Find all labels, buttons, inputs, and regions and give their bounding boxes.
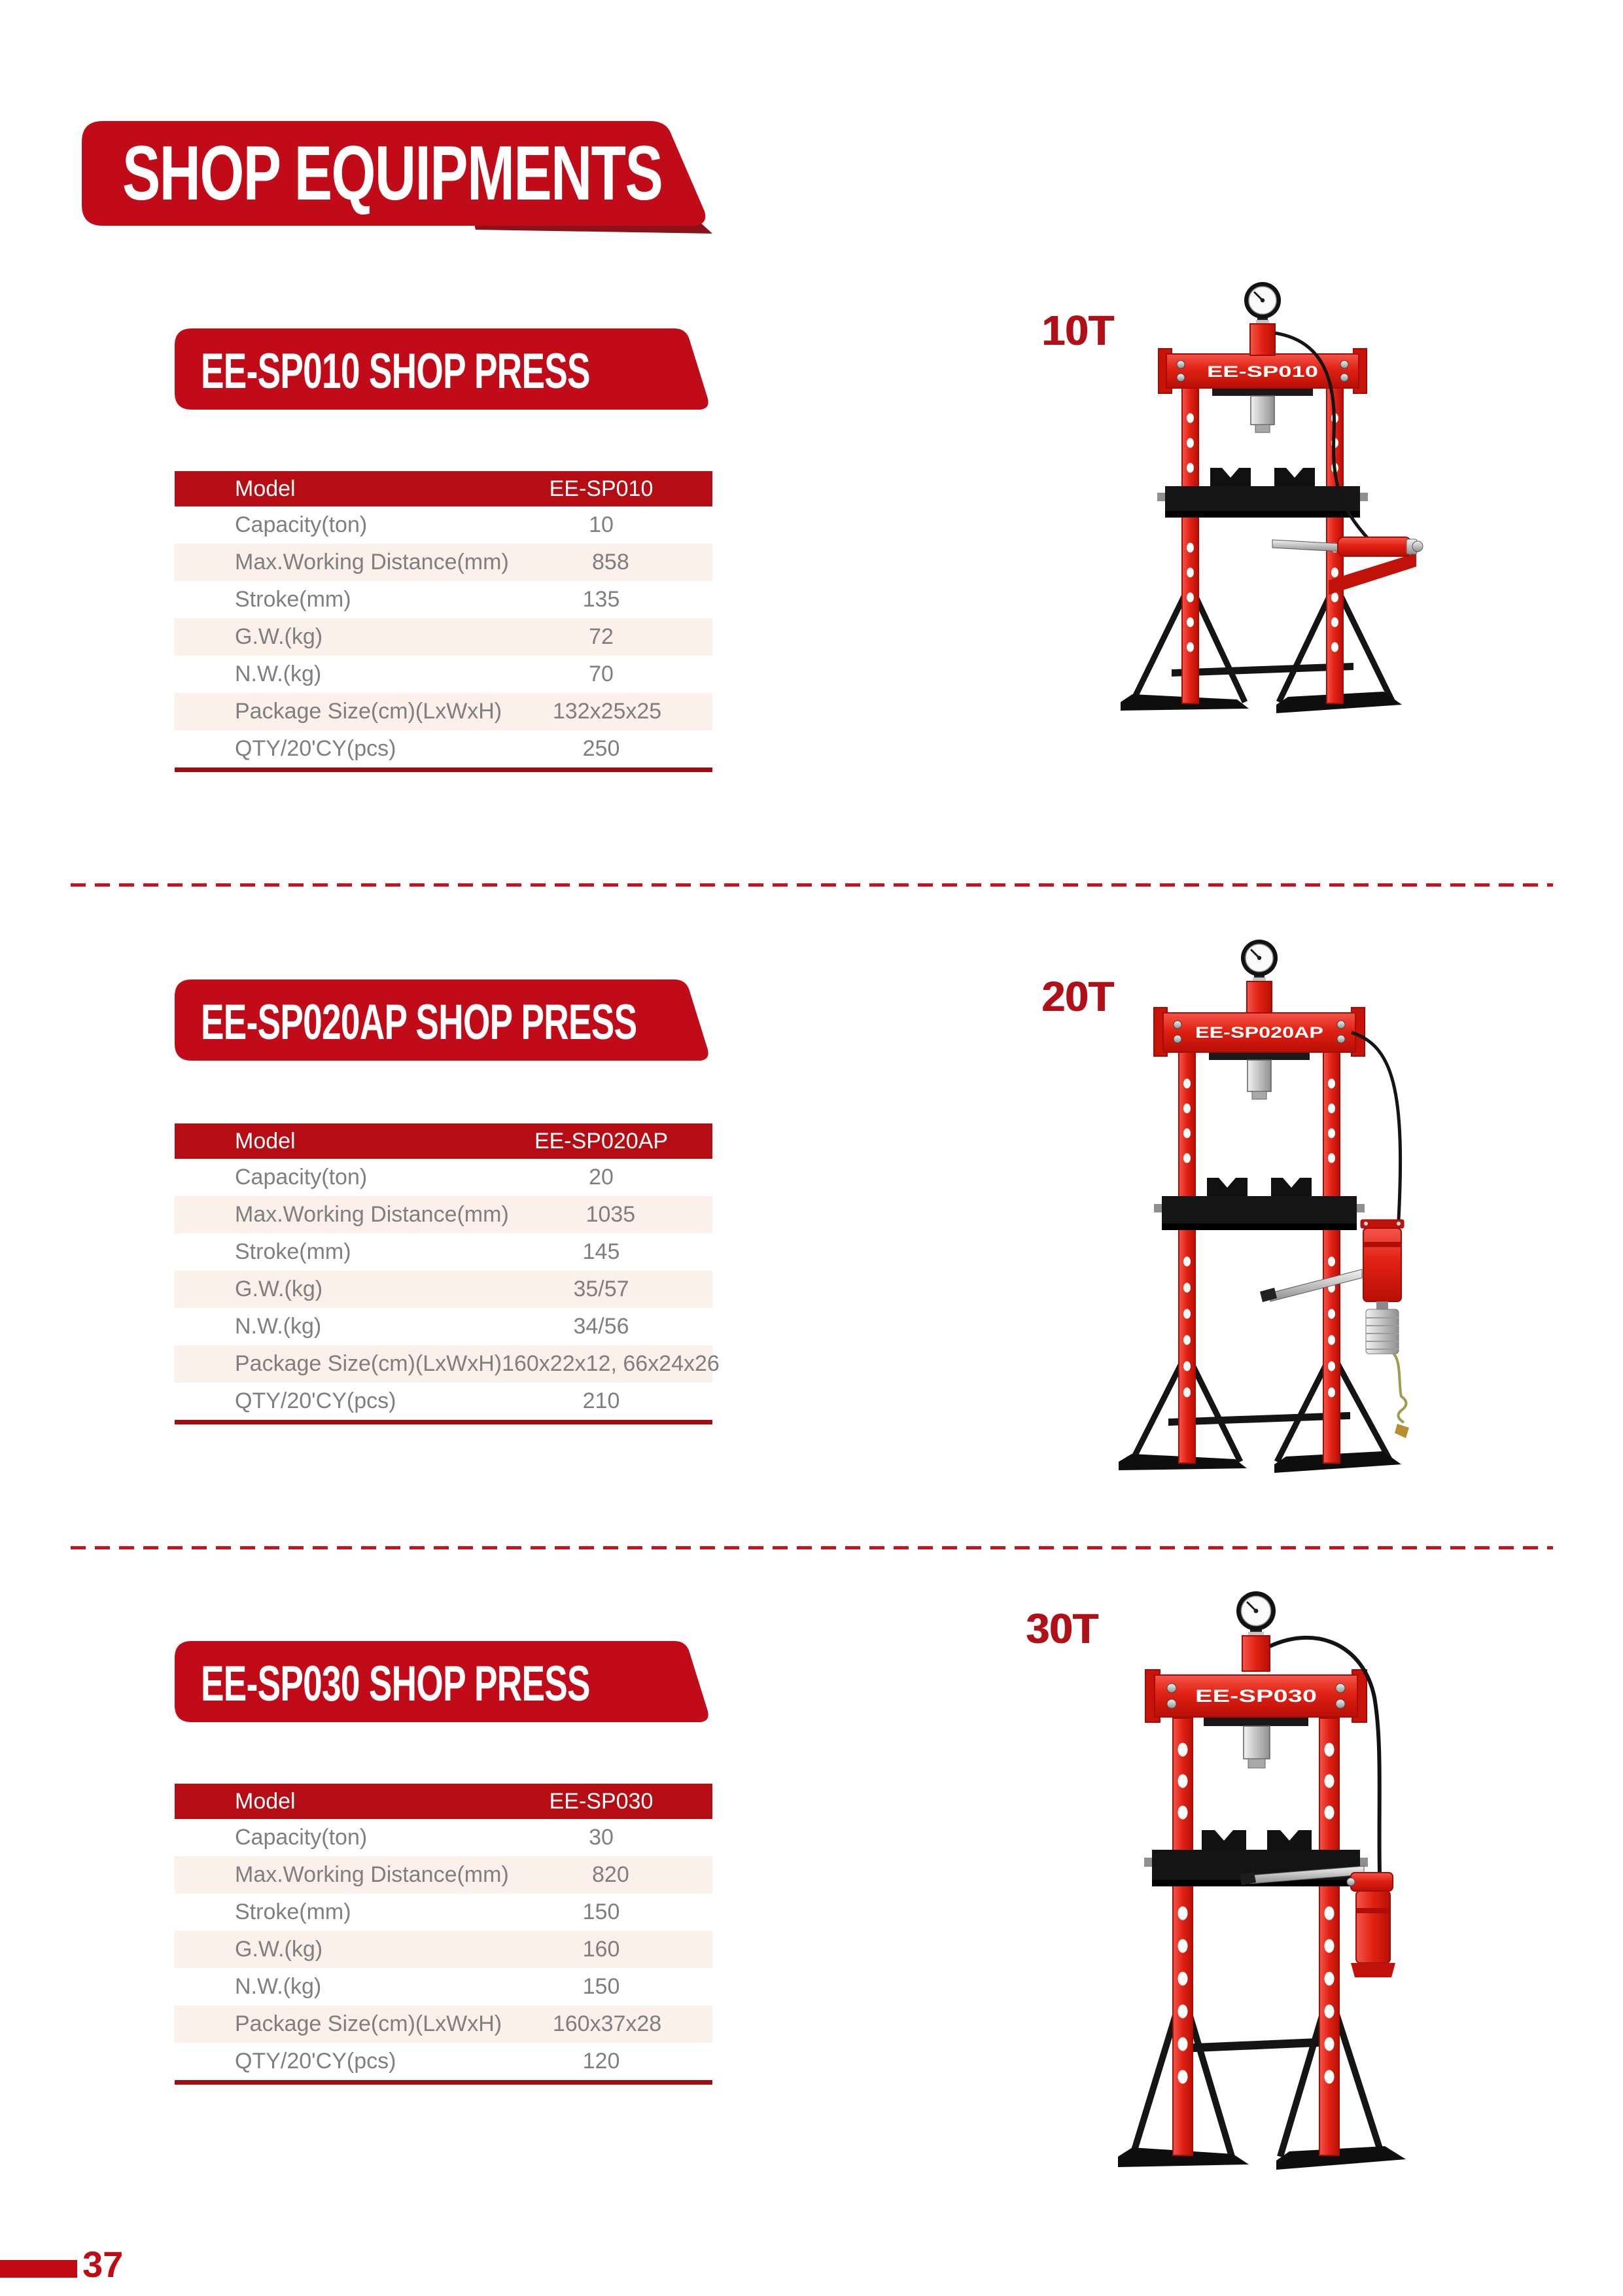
product-banner-sp030 (175, 1641, 714, 1726)
hydraulic-cylinder (1247, 978, 1272, 1013)
legs-and-feet (1119, 1353, 1401, 1473)
spec-label: Package Size(cm)(LxWxH) (235, 699, 502, 724)
spec-value: 210 (582, 1388, 620, 1413)
v-block (1207, 1178, 1248, 1196)
table-row (175, 2043, 712, 2080)
top-beam (1145, 1670, 1367, 1722)
press-illustration-sp030 (1089, 1586, 1469, 2201)
press-model-label: EE-SP020AP (1195, 1024, 1323, 1042)
v-block (1274, 468, 1315, 486)
column-holes (1187, 414, 1338, 652)
product-title: EE-SP010 SHOP PRESS (201, 343, 590, 399)
spec-label: G.W.(kg) (235, 624, 323, 649)
spec-value: 30 (589, 1825, 614, 1850)
table-row (175, 1819, 712, 1856)
table-row (175, 1968, 712, 2005)
table-bottom-rule (175, 768, 712, 772)
spec-value: 132x25x25 (552, 699, 662, 724)
table-row (175, 1931, 712, 1968)
table-row (175, 1196, 712, 1233)
spec-label: QTY/20'CY(pcs) (235, 2049, 396, 2074)
air-hose (1352, 1033, 1401, 1220)
spec-value: 160x37x28 (552, 2011, 662, 2036)
hydraulic-cylinder (1242, 1632, 1270, 1671)
v-block (1202, 1830, 1246, 1850)
table-row (175, 2005, 712, 2043)
column-holes (1183, 1079, 1335, 1398)
spec-value: 35/57 (573, 1277, 629, 1301)
spec-rows (175, 506, 712, 768)
table-row (175, 1894, 712, 1931)
spec-label: G.W.(kg) (235, 1277, 323, 1301)
table-row (175, 506, 712, 544)
spec-value: 20 (589, 1165, 614, 1190)
table-row (175, 544, 712, 581)
page-header-banner (82, 121, 726, 240)
table-row (175, 581, 712, 618)
v-block (1271, 1178, 1312, 1196)
spec-value: 10 (589, 512, 614, 537)
table-row (175, 693, 712, 730)
table-row (175, 1383, 712, 1420)
spec-label: N.W.(kg) (235, 1314, 322, 1339)
table-row (175, 1271, 712, 1308)
product-banner-sp010 (175, 328, 714, 414)
footer-accent-bar (0, 2260, 77, 2278)
spec-table-sp030 (175, 1784, 712, 2085)
spec-header-model: EE-SP030 (549, 1788, 654, 1814)
spec-rows (175, 1159, 720, 1420)
spec-label: QTY/20'CY(pcs) (235, 1388, 396, 1413)
table-row (175, 1856, 712, 1894)
frame-columns (1179, 1052, 1340, 1463)
legs-and-feet (1118, 1992, 1406, 2170)
spec-header-model: EE-SP010 (549, 476, 654, 501)
legs-and-feet (1121, 584, 1402, 713)
page-number: 37 (82, 2244, 124, 2285)
spec-value: 160x22x12, 66x24x26 (502, 1351, 720, 1376)
spec-label: Stroke(mm) (235, 1239, 351, 1264)
hydraulic-pump (1272, 537, 1423, 595)
spec-header-label: Model (235, 1128, 296, 1154)
capacity-badge-30t: 30T (1026, 1605, 1098, 1652)
spec-value: 150 (582, 1899, 620, 1924)
spec-label: Capacity(ton) (235, 1165, 368, 1190)
spec-label: Stroke(mm) (235, 587, 351, 612)
table-bottom-rule (175, 2080, 712, 2085)
spec-value: 34/56 (573, 1314, 629, 1339)
pressure-gauge (1241, 940, 1278, 983)
press-illustration-sp010 (1109, 278, 1449, 751)
ram-assembly (1209, 1052, 1310, 1099)
spec-value: 150 (582, 1974, 620, 1999)
spec-table-header (175, 471, 712, 506)
press-model-label: EE-SP030 (1195, 1686, 1317, 1706)
v-block (1267, 1830, 1312, 1850)
pressure-gauge (1236, 1591, 1276, 1637)
section-divider (71, 1546, 1553, 1549)
capacity-badge-10t: 10T (1041, 307, 1114, 354)
spec-value: 858 (592, 550, 629, 574)
spec-value: 72 (589, 624, 614, 649)
brass-nozzle (1395, 1424, 1409, 1438)
spec-label: G.W.(kg) (235, 1937, 323, 1962)
spec-label: Capacity(ton) (235, 1825, 368, 1850)
table-row (175, 1159, 712, 1196)
table-bottom-rule (175, 1420, 712, 1424)
capacity-badge-20t: 20T (1041, 973, 1114, 1020)
pressure-gauge (1244, 282, 1281, 325)
coiled-hose (1393, 1354, 1406, 1422)
spec-table-sp010 (175, 471, 712, 772)
v-block (1210, 468, 1251, 486)
spec-label: N.W.(kg) (235, 1974, 322, 1999)
spec-header-label: Model (235, 1788, 296, 1814)
product-banner-sp020ap (175, 980, 714, 1065)
spec-value: 120 (582, 2049, 620, 2074)
spec-value: 70 (589, 662, 614, 686)
spec-label: Package Size(cm)(LxWxH) (235, 1351, 502, 1376)
spec-label: Capacity(ton) (235, 512, 368, 537)
spec-table-header (175, 1784, 712, 1819)
table-row (175, 1308, 712, 1345)
frame-columns (1173, 1718, 1339, 2155)
spec-header-label: Model (235, 476, 296, 501)
spec-label: Stroke(mm) (235, 1899, 351, 1924)
spec-label: Max.Working Distance(mm) (235, 1862, 509, 1887)
section-divider (71, 883, 1553, 887)
table-row (175, 1345, 720, 1383)
spec-rows (175, 1819, 712, 2080)
table-row (175, 656, 712, 693)
spec-value: 135 (582, 587, 620, 612)
hydraulic-cylinder (1250, 320, 1275, 355)
press-illustration-sp020ap (1106, 934, 1452, 1513)
spec-label: Max.Working Distance(mm) (235, 1202, 509, 1227)
spec-label: QTY/20'CY(pcs) (235, 736, 396, 761)
spec-value: 1035 (585, 1202, 636, 1227)
spec-label: Max.Working Distance(mm) (235, 550, 509, 574)
table-row (175, 618, 712, 656)
ram-assembly (1204, 1717, 1308, 1768)
press-model-label: EE-SP010 (1207, 363, 1318, 381)
spec-table-header (175, 1123, 712, 1159)
spec-value: 160 (582, 1937, 620, 1962)
page-title: SHOP EQUIPMENTS (122, 130, 663, 217)
spec-value: 145 (582, 1239, 620, 1264)
spec-table-sp020ap (175, 1123, 720, 1424)
top-beam (1154, 1008, 1365, 1056)
table-row (175, 730, 712, 768)
column-holes (1178, 1743, 1335, 2084)
product-title: EE-SP030 SHOP PRESS (201, 1655, 590, 1712)
spec-label: N.W.(kg) (235, 662, 322, 686)
spec-value: 250 (582, 736, 620, 761)
ram-assembly (1212, 388, 1313, 433)
table-row (175, 1233, 712, 1271)
spec-header-model: EE-SP020AP (534, 1128, 669, 1154)
spec-value: 820 (592, 1862, 629, 1887)
product-title: EE-SP020AP SHOP PRESS (201, 994, 637, 1050)
spec-label: Package Size(cm)(LxWxH) (235, 2011, 502, 2036)
